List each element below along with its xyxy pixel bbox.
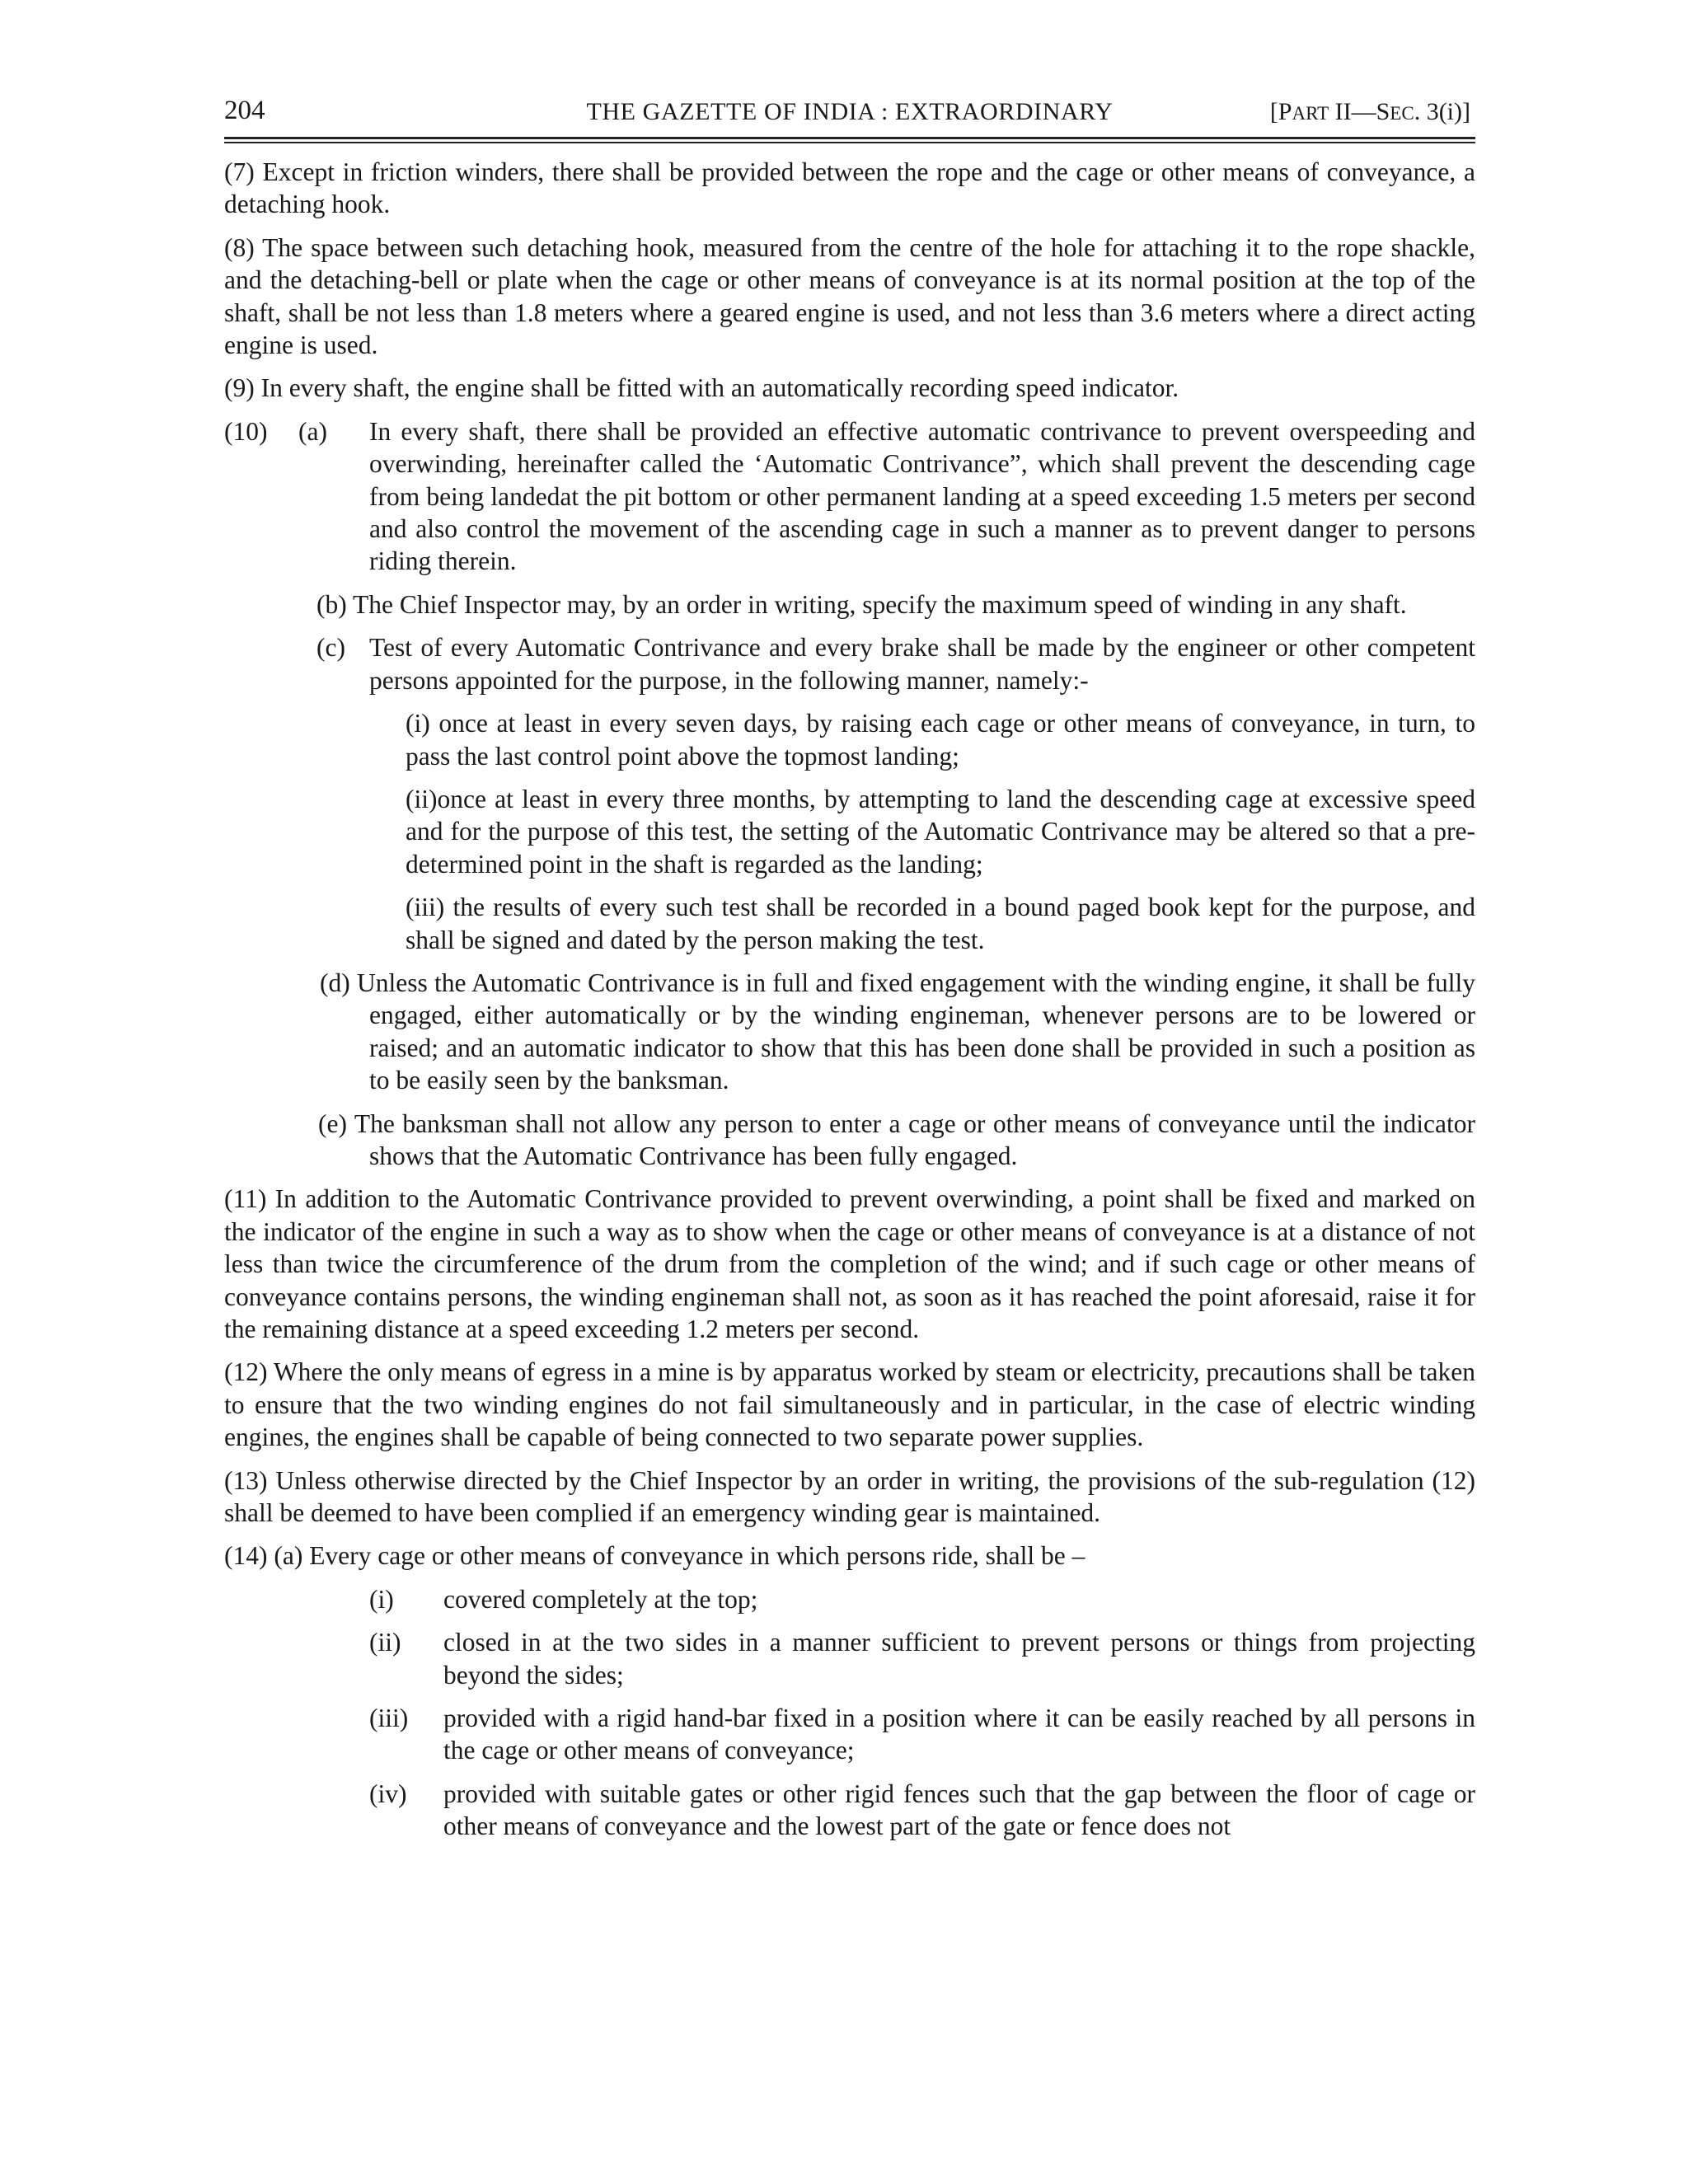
clause-10c-iii: (iii) the results of every such test shall be recorded in a bound paged book kept for the purpose, and shall be signed and dated by the person making the test. bbox=[406, 893, 1475, 954]
clause-10c-ii: (ii)once at least in every three months, by attempting to land the descending cage at excessive speed and for the purpose of this test, the setting of the Automatic Contrivance may be altered so that a pre-determined point in the shaft is regarded as the landing; bbox=[406, 784, 1475, 879]
gazette-title: THE GAZETTE OF INDIA : EXTRAORDINARY bbox=[586, 98, 1114, 125]
clause-7: (7) Except in friction winders, there shall be provided between the rope and the cage or other means of conveyance, a detaching hook. bbox=[224, 157, 1475, 219]
item-label: (iv) bbox=[369, 1779, 407, 1808]
clause-13: (13) Unless otherwise directed by the Chief Inspector by an order in writing, the provisions of the sub-regulation (12) shall be deemed to have been complied if an emergency winding gear is maintained. bbox=[224, 1465, 1475, 1528]
item-label: (ii) bbox=[369, 1628, 401, 1657]
page-number: 204 bbox=[224, 96, 265, 125]
part-section-label: [PART II—SEC. 3(i)] bbox=[1269, 98, 1470, 125]
clause-14a-item bbox=[224, 1702, 1475, 1767]
item-text: covered completely at the top; bbox=[443, 1584, 758, 1614]
item-label: (iii) bbox=[369, 1704, 409, 1733]
clause-14a-item bbox=[224, 1583, 1475, 1615]
header-double-rule bbox=[224, 137, 1475, 143]
clause-10c bbox=[224, 631, 1475, 696]
clause-10-number: (10) bbox=[224, 416, 268, 446]
clause-10c-text: Test of every Automatic Contrivance and every brake shall be made by the engineer or other competent persons appointed for the purpose, in the following manner, namely:- bbox=[369, 633, 1475, 695]
clause-10a bbox=[224, 415, 1475, 578]
clause-14a-intro: (14) (a) Every cage or other means of conveyance in which persons ride, shall be – bbox=[224, 1541, 1085, 1571]
clause-10e: (e) The banksman shall not allow any person to enter a cage or other means of conveyance until the indicator shows that the Automatic Contrivance has been fully engaged. bbox=[318, 1108, 1475, 1170]
gazette-page bbox=[224, 91, 1475, 1854]
clause-11: (11) In addition to the Automatic Contrivance provided to prevent overwinding, a point shall be fixed and marked on the indicator of the engine in such a way as to show when the cage or other means of conveyance is at a distance of not less than twice the circumference of the drum from the completion of the wind; and if such cage or other means of conveyance contains persons, the winding engineman shall not, as soon as it has reached the point aforesaid, raise it for the remaining distance at a speed exceeding 1.2 meters per second. bbox=[224, 1184, 1475, 1343]
item-text: provided with a rigid hand-bar fixed in a position where it can be easily reached by all persons in the cage or other means of conveyance; bbox=[443, 1704, 1475, 1765]
clause-10b: (b) The Chief Inspector may, by an order in writing, specify the maximum speed of winding in any shaft. bbox=[316, 589, 1407, 619]
clause-12: (12) Where the only means of egress in a mine is by apparatus worked by steam or electricity, precautions shall be taken to ensure that the two winding engines do not fail simultaneously and in particular, in the case of electric winding engines, the engines shall be capable of being connected to two separate power supplies. bbox=[224, 1357, 1475, 1452]
clause-10d: (d) Unless the Automatic Contrivance is in full and fixed engagement with the winding engine, it shall be fully engaged, either automatically or by the winding engineman, whenever persons are to be lowered or raised; and an automatic indicator to show that this has been done shall be provided in such a position as to be easily seen by the banksman. bbox=[320, 968, 1475, 1095]
clause-10a-label: (a) bbox=[298, 416, 327, 446]
clause-14a-item bbox=[224, 1778, 1475, 1843]
item-text: provided with suitable gates or other rigid fences such that the gap between the floor of cage or other means of conveyance and the lowest part of the gate or fence does not bbox=[443, 1779, 1475, 1841]
clause-14a-item bbox=[224, 1626, 1475, 1691]
regulation-text bbox=[224, 156, 1475, 1843]
item-label: (i) bbox=[369, 1584, 394, 1614]
item-text: closed in at the two sides in a manner sufficient to prevent persons or things from projecting beyond the sides; bbox=[443, 1628, 1475, 1690]
clause-10a-text: In every shaft, there shall be provided an effective automatic contrivance to prevent overspeeding and overwinding, hereinafter called the ‘Automatic Contrivance”, which shall prevent the descending cage from being landedat the pit bottom or other permanent landing at a speed exceeding 1.5 meters per second and also control the movement of the ascending cage in such a manner as to prevent danger to persons riding therein. bbox=[369, 416, 1475, 576]
clause-10c-i: (i) once at least in every seven days, by raising each cage or other means of conveyance, in turn, to pass the last control point above the topmost landing; bbox=[406, 709, 1475, 771]
clause-9: (9) In every shaft, the engine shall be fitted with an automatically recording speed indicator. bbox=[224, 373, 1179, 403]
clause-8: (8) The space between such detaching hook, measured from the centre of the hole for attaching it to the rope shackle, and the detaching-bell or plate when the cage or other means of conveyance is at its normal position at the top of the shaft, shall be not less than 1.8 meters where a geared engine is used, and not less than 3.6 meters where a direct acting engine is used. bbox=[224, 232, 1475, 360]
clause-10c-label: (c) bbox=[316, 633, 345, 663]
page-header bbox=[224, 91, 1475, 132]
